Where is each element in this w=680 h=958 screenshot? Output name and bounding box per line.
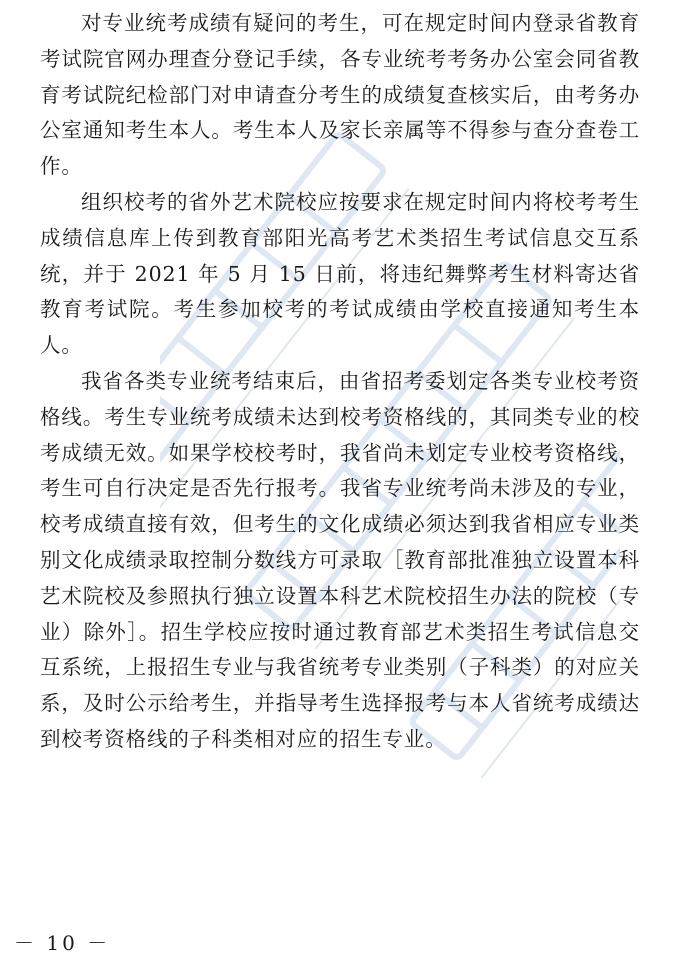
paragraph-score-inquiry: 对专业统考成绩有疑问的考生，可在规定时间内登录省教育考试院官网办理查分登记手续，各专业统考考务办公室会同省教育考试院纪检部门对申请查分考生的成绩复查核实后，由考务办公室通知考生本人。考生本人及家长亲属等不得参与查分查卷工作。 [40,11,640,179]
paragraph-out-of-province-schools: 组织校考的省外艺术院校应按要求在规定时间内将校考考生成绩信息库上传到教育部阳光高考艺术类招生考试信息交互系统，并于 2021 年 5 月 15 日前，将违纪舞弊考生材料寄达省教育考试院。考生参加校考的考试成绩由学校直接通知考生本人。 [40,189,640,358]
paragraph-qualification-line: 我省各类专业统考结束后，由省招考委划定各类专业校考资格线。考生专业统考成绩未达到校考资格线的，其同类专业的校考成绩无效。如果学校校考时，我省尚未划定专业校考资格线，考生可自行决定是否先行报考。我省专业统考尚未涉及的专业，校考成绩直接有效，但考生的文化成绩必须达到我省相应专业类别文化成绩录取控制分数线方可录取［教育部批准独立设置本科艺术院校及参照执行独立设置本科艺术院校招生办法的院校（专业）除外］。招生学校应按时通过教育部艺术类招生考试信息交互系统，上报招生专业与我省统考专业类别（子科类）的对应关系，及时公示给考生，并指导考生选择报考与本人省统考成绩达到校考资格线的子科类相对应的招生专业。 [40,368,640,751]
page-number: － 10 － [14,931,111,955]
document-body [40,6,640,758]
